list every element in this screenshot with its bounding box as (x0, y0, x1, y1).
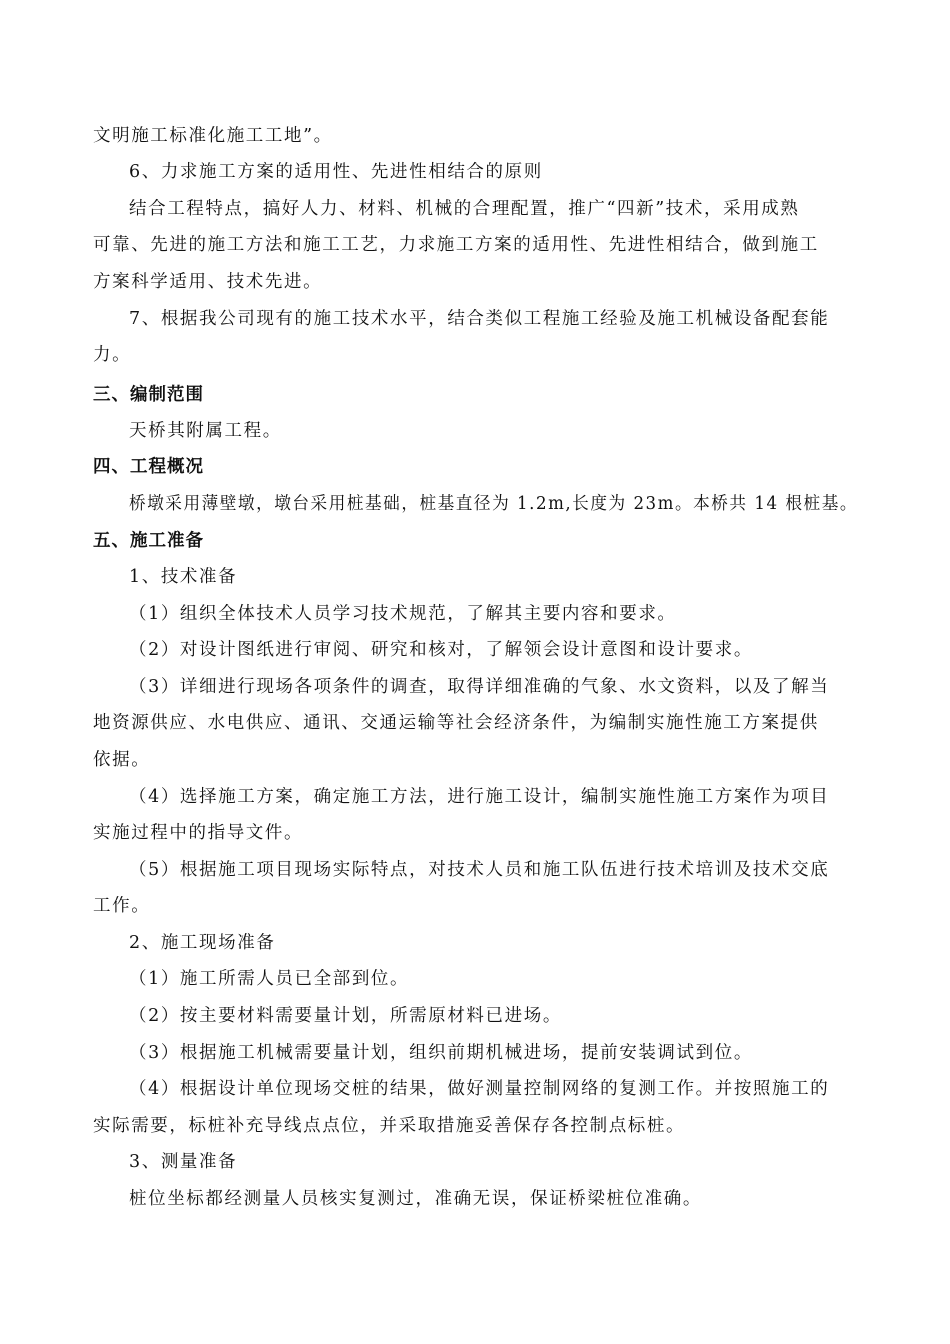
paragraph-line: 力。 (93, 345, 132, 365)
section-heading: 三、编制范围 (93, 385, 204, 405)
paragraph-line: （3）详细进行现场各项条件的调查，取得详细准确的气象、水文资料，以及了解当 (129, 677, 830, 697)
section-heading: 五、施工准备 (93, 531, 204, 551)
paragraph-line: 文明施工标准化施工工地”。 (93, 126, 333, 146)
paragraph-line: 工作。 (93, 896, 151, 916)
paragraph-line: 结合工程特点，搞好人力、材料、机械的合理配置，推广“四新”技术，采用成熟 (129, 199, 800, 219)
section-heading: 四、工程概况 (93, 457, 204, 477)
paragraph-line: （5）根据施工项目现场实际特点，对技术人员和施工队伍进行技术培训及技术交底 (129, 860, 830, 880)
paragraph-line: 方案科学适用、技术先进。 (93, 272, 323, 292)
paragraph-line: （2）按主要材料需要量计划，所需原材料已进场。 (129, 1006, 562, 1026)
paragraph-line: 桥墩采用薄壁墩，墩台采用桩基础，桩基直径为 1.2m,长度为 23m。本桥共 14 根桩基。 (129, 494, 859, 514)
paragraph-line: （1）组织全体技术人员学习技术规范，了解其主要内容和要求。 (129, 604, 677, 624)
paragraph-line: 实际需要，标桩补充导线点点位，并采取措施妥善保存各控制点标桩。 (93, 1116, 686, 1136)
paragraph-line: 可靠、先进的施工方法和施工工艺，力求施工方案的适用性、先进性相结合，做到施工 (93, 235, 819, 255)
paragraph-line: （4）选择施工方案，确定施工方法，进行施工设计，编制实施性施工方案作为项目 (129, 787, 830, 807)
paragraph-line: 3、测量准备 (129, 1152, 238, 1172)
paragraph-line: 桩位坐标都经测量人员核实复测过，准确无误，保证桥梁桩位准确。 (129, 1189, 702, 1209)
paragraph-line: 依据。 (93, 750, 151, 770)
paragraph-line: （2）对设计图纸进行审阅、研究和核对，了解领会设计意图和设计要求。 (129, 640, 753, 660)
paragraph-line: 地资源供应、水电供应、通讯、交通运输等社会经济条件，为编制实施性施工方案提供 (93, 713, 819, 733)
paragraph-line: 7、根据我公司现有的施工技术水平，结合类似工程施工经验及施工机械设备配套能 (129, 309, 830, 329)
paragraph-line: （1）施工所需人员已全部到位。 (129, 969, 410, 989)
paragraph-line: （3）根据施工机械需要量计划，组织前期机械进场，提前安装调试到位。 (129, 1043, 753, 1063)
paragraph-line: 6、力求施工方案的适用性、先进性相结合的原则 (129, 162, 543, 182)
paragraph-line: （4）根据设计单位现场交桩的结果，做好测量控制网络的复测工作。并按照施工的 (129, 1079, 830, 1099)
paragraph-line: 1、技术准备 (129, 567, 238, 587)
paragraph-line: 天桥其附属工程。 (129, 421, 282, 441)
paragraph-line: 2、施工现场准备 (129, 933, 276, 953)
paragraph-line: 实施过程中的指导文件。 (93, 823, 304, 843)
